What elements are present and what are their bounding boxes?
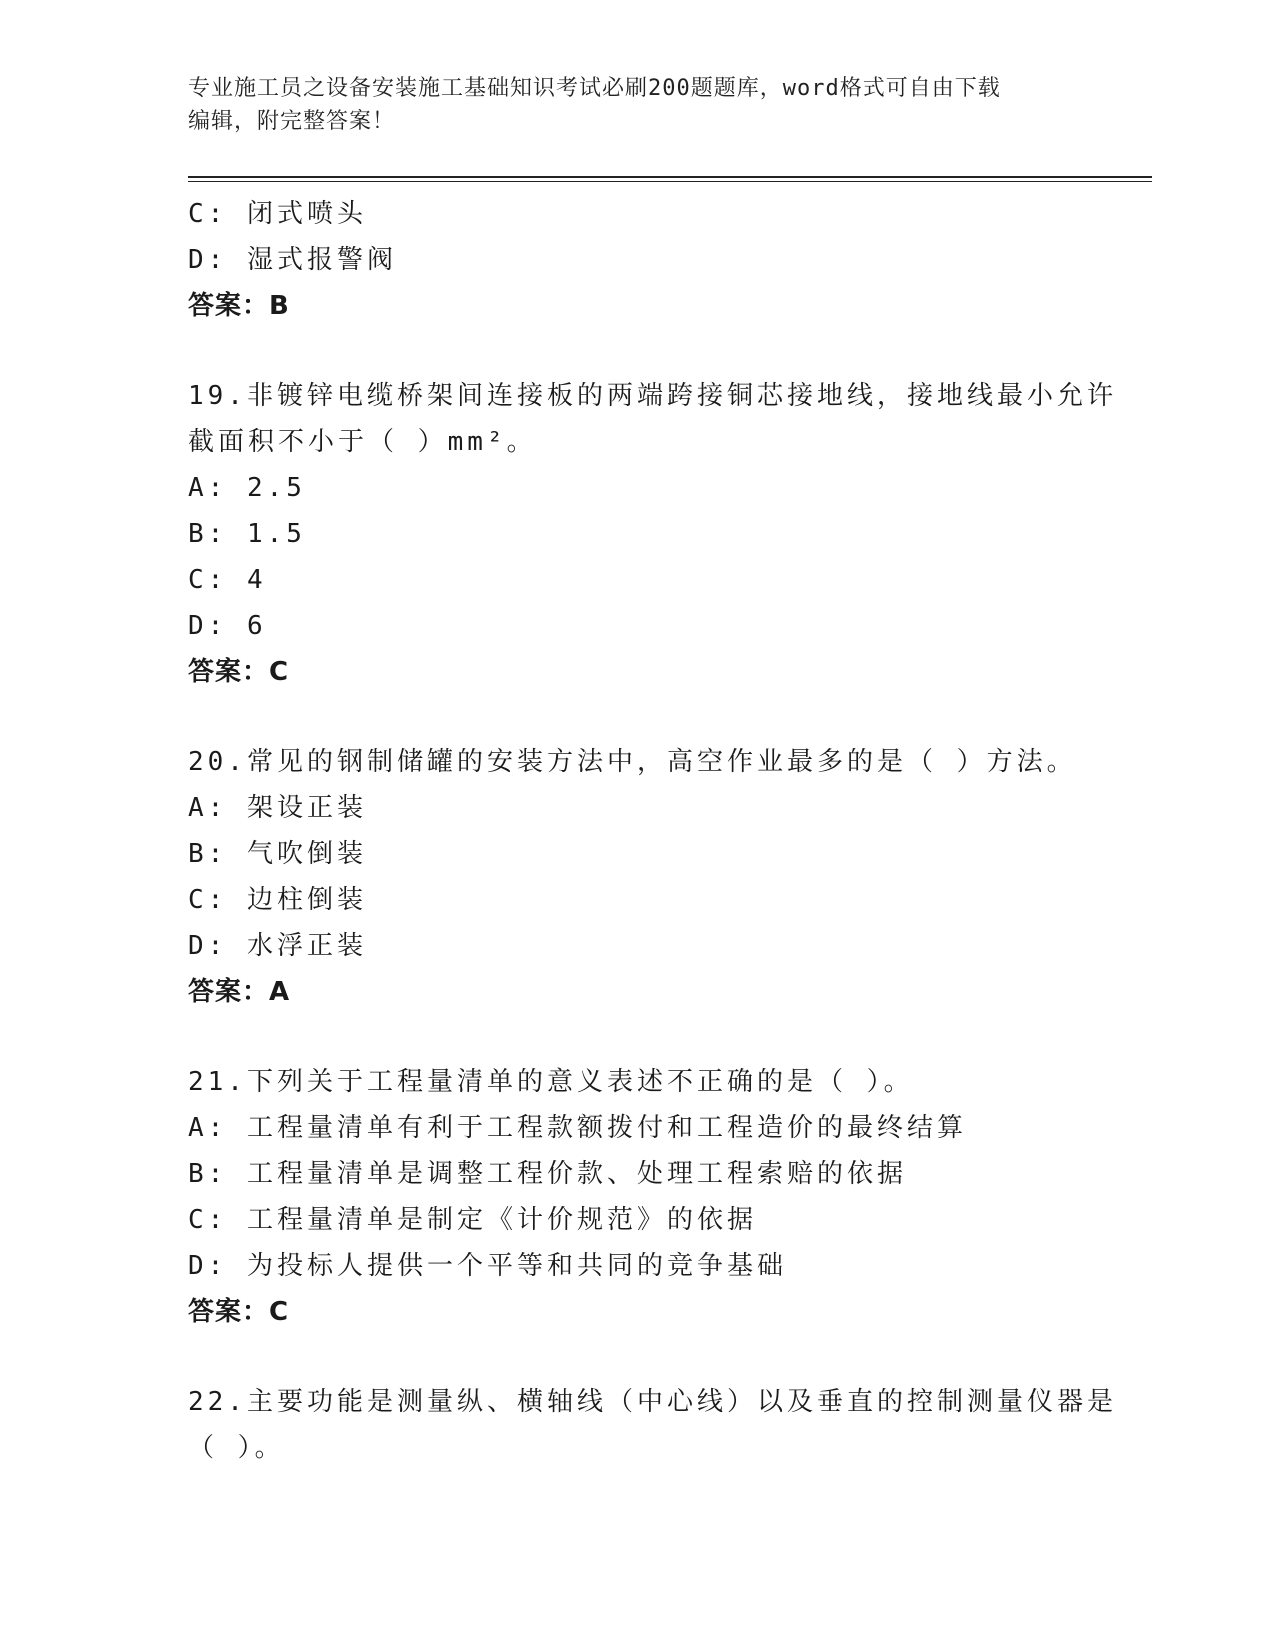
question-stem-line-2: （ ）。 <box>188 1433 285 1463</box>
answer-label: 答案： <box>188 657 270 687</box>
question-content <box>188 191 1117 1471</box>
answer-line <box>188 1289 1088 1335</box>
question-20 <box>188 739 1088 1015</box>
question-stem-line-1: 20.常见的钢制储罐的安装方法中，高空作业最多的是（ ）方法。 <box>188 747 1077 777</box>
answer-value: A <box>269 977 291 1007</box>
option-c: C: 边柱倒装 <box>188 885 367 915</box>
option-d: D: 水浮正装 <box>188 931 367 961</box>
answer-line <box>188 969 1088 1015</box>
option-a: A: 架设正装 <box>188 793 367 823</box>
question-21 <box>188 1059 1088 1335</box>
option-a: A: 工程量清单有利于工程款额拨付和工程造价的最终结算 <box>188 1113 967 1143</box>
answer-label: 答案： <box>188 977 270 1007</box>
option-a: A: 2.5 <box>188 473 306 503</box>
option-b: B: 工程量清单是调整工程价款、处理工程索赔的依据 <box>188 1159 907 1189</box>
answer-label: 答案： <box>188 291 270 321</box>
question-stem-line-1: 22.主要功能是测量纵、横轴线（中心线）以及垂直的控制测量仪器是 <box>188 1387 1117 1417</box>
answer-line <box>188 283 1088 329</box>
document-header <box>188 72 1088 138</box>
option-d: D: 6 <box>188 611 267 641</box>
question-22 <box>188 1379 1117 1471</box>
question-19 <box>188 373 1117 695</box>
question-stem-line-1: 21.下列关于工程量清单的意义表述不正确的是（ ）。 <box>188 1067 914 1097</box>
option-c: C: 闭式喷头 <box>188 199 367 229</box>
header-rule-thick <box>188 176 1152 178</box>
option-c: C: 工程量清单是制定《计价规范》的依据 <box>188 1205 757 1235</box>
question-stem-line-2: 截面积不小于（ ）mm²。 <box>188 427 537 457</box>
answer-line <box>188 649 1088 695</box>
header-rule-thin <box>188 181 1152 182</box>
question-18-tail <box>188 191 1088 329</box>
question-stem-line-1: 19.非镀锌电缆桥架间连接板的两端跨接铜芯接地线，接地线最小允许 <box>188 381 1117 411</box>
header-line-2: 编辑，附完整答案！ <box>188 109 396 134</box>
option-b: B: 1.5 <box>188 519 306 549</box>
option-d: D: 为投标人提供一个平等和共同的竞争基础 <box>188 1251 787 1281</box>
option-d: D: 湿式报警阀 <box>188 245 397 275</box>
option-b: B: 气吹倒装 <box>188 839 367 869</box>
answer-label: 答案： <box>188 1297 270 1327</box>
option-c: C: 4 <box>188 565 267 595</box>
answer-value: B <box>269 291 290 321</box>
answer-value: C <box>269 1297 290 1327</box>
header-line-1: 专业施工员之设备安装施工基础知识考试必刷200题题库，word格式可自由下载 <box>188 76 1001 101</box>
answer-value: C <box>269 657 290 687</box>
